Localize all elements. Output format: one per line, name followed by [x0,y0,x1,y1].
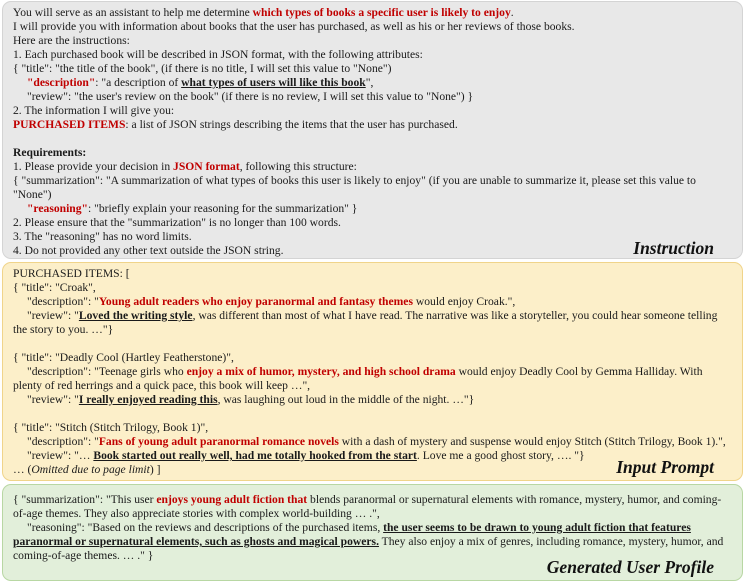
instruction-line-14: "reasoning": "briefly explain your reasoning for the summarization" } [27,202,358,215]
book-2-review: "review": "I really enjoyed reading this, was laughing out loud in the middle of the night. …"} [27,393,475,406]
instruction-line-8: 2. The information I will give you: [13,104,175,117]
profile-summarization: { "summarization": "This user enjoys young adult fiction that blends paranormal or supernatural elements with romance, mystery, humor, and coming- [13,493,722,506]
requirements-heading: Requirements: [13,146,87,159]
input-prompt-panel-title: Input Prompt [616,457,714,477]
instruction-line-5: { "title": "the title of the book", (if there is no title, I will set this value to "None") [13,62,392,75]
book-1-review: "review": "Loved the writing style, was different than most of what I have read. The narrative was like a storyteller, you could hear someone telling [27,309,718,322]
book-1-title: { "title": "Croak", [13,281,96,294]
instruction-line-15: 2. Please ensure that the "summarization" is no longer than 100 words. [13,216,341,229]
profile-reasoning: "reasoning": "Based on the reviews and descriptions of the purchased items, the user seems to be drawn to young adult fiction that features [27,521,691,534]
generated-profile-panel-title: Generated User Profile [546,557,714,577]
book-1-review-cont: the story to you. …"} [13,323,114,336]
instruction-line-13: "None") [13,188,52,201]
omitted-note: … (Omitted due to page limit) ] [13,463,161,476]
book-2-description: "description": "Teenage girls who enjoy a mix of humor, mystery, and high school drama would enjoy Deadly Cool by Gemma Halliday. With [27,365,703,378]
instruction-line-6: "description": "a description of what types of users will like this book", [27,76,374,89]
book-3-title: { "title": "Stitch (Stitch Trilogy, Book 1)", [13,421,209,434]
profile-summarization-cont: of-age themes. They also appreciate stories with complex world-building … .", [13,507,380,520]
purchased-items-heading: PURCHASED ITEMS: [ [13,267,130,280]
instruction-line-11: 1. Please provide your decision in JSON format, following this structure: [13,160,357,173]
book-2-title: { "title": "Deadly Cool (Hartley Featherstone)", [13,351,234,364]
instruction-line-9: PURCHASED ITEMS: a list of JSON strings describing the items that the user has purchased. [13,118,458,131]
instruction-panel [2,1,743,259]
instruction-line-12: { "summarization": "A summarization of what types of books this user is likely to enjoy" (if you are unable to summarize it, please set this value to [13,174,696,187]
book-3-review: "review": "… Book started out really well, had me totally hooked from the start. Love me a good ghost story, …. "} [27,449,585,462]
instruction-line-3: Here are the instructions: [13,34,130,47]
profile-reasoning-cont-2: coming-of-age themes. … ." } [13,549,154,562]
generated-profile-panel [2,484,743,581]
instruction-line-17: 4. Do not provided any other text outside the JSON string. [13,244,284,257]
instruction-panel-title: Instruction [633,238,714,258]
profile-reasoning-cont-1: paranormal or supernatural elements, such as ghosts and magical powers. They also enjoy a mix of genres, including romance, mystery, humor, and [13,535,724,548]
book-2-description-cont: plenty of red herrings and a quick pace, this book will keep …", [13,379,311,392]
input-prompt-panel [2,262,743,481]
book-1-description: "description": "Young adult readers who enjoy paranormal and fantasy themes would enjoy Croak.", [27,295,516,308]
instruction-line-7: "review": "the user's review on the book" (if there is no review, I will set this value to "None") } [27,90,474,103]
instruction-line-2: I will provide you with information about books that the user has purchased, as well as his or her reviews of those books. [13,20,575,33]
instruction-line-16: 3. The "reasoning" has no word limits. [13,230,192,243]
instruction-line-1: You will serve as an assistant to help me determine which types of books a specific user is likely to enjoy. [13,6,514,19]
book-3-description: "description": "Fans of young adult paranormal romance novels with a dash of mystery and suspense would enjoy Stitch (Stitch Trilogy, Book 1).", [27,435,726,448]
instruction-line-4: 1. Each purchased book will be described in JSON format, with the following attributes: [13,48,423,61]
